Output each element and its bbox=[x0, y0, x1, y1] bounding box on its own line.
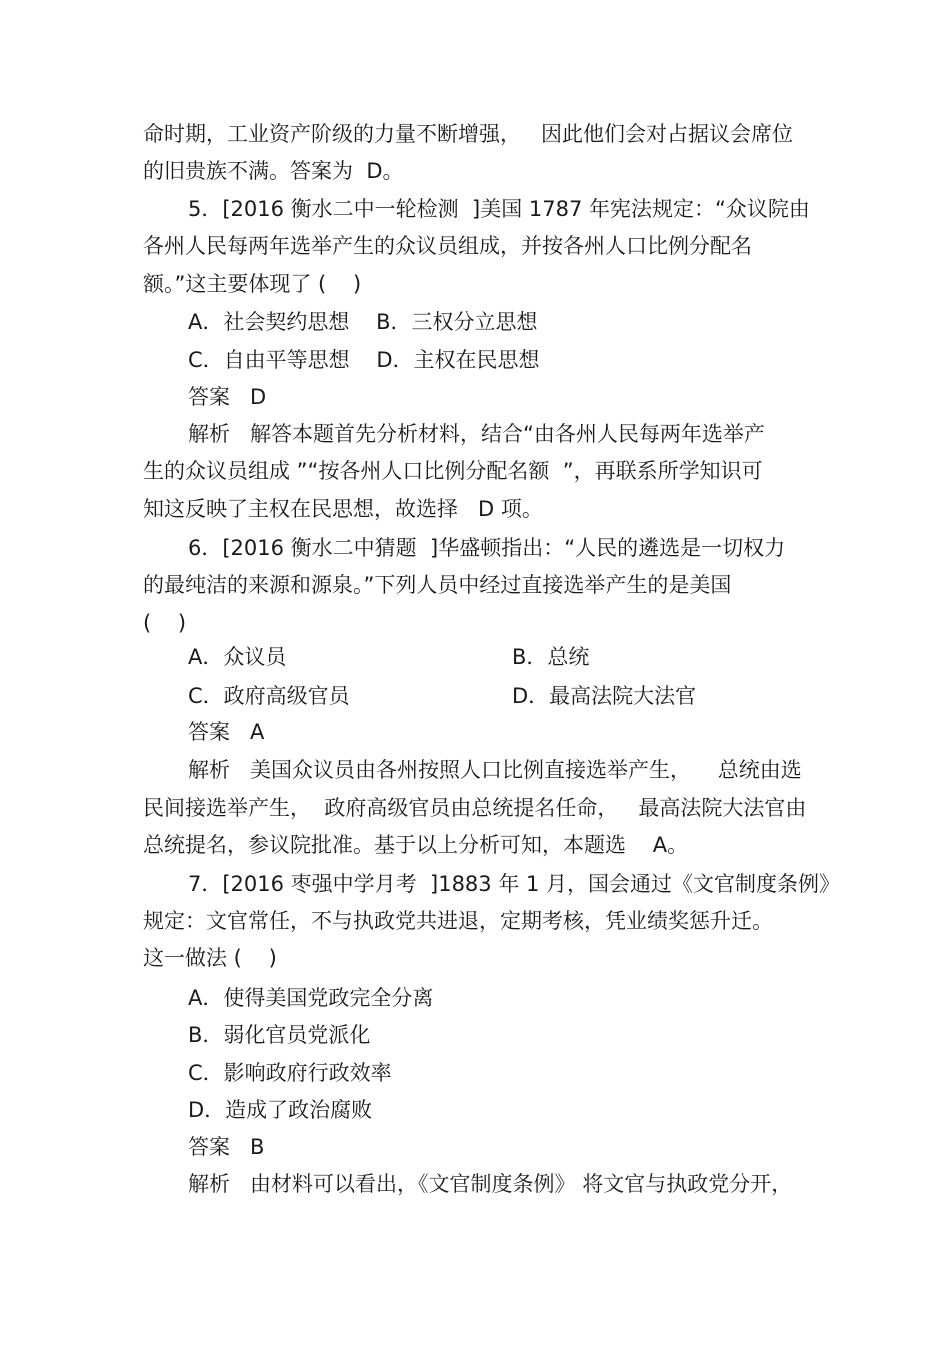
question-6-option-d: D．最高法院大法官 bbox=[512, 684, 697, 708]
question-6-option-c: C．政府高级官员 bbox=[188, 684, 350, 708]
text-line: ( ) bbox=[143, 611, 187, 635]
text-line: 规定：文官常任，不与执政党共进退，定期考核，凭业绩奖惩升迁。 bbox=[143, 909, 773, 933]
question-5-analysis: 解析 解答本题首先分析材料，结合“由各州人民每两年选举产 bbox=[188, 422, 765, 446]
question-7-analysis: 解析 由材料可以看出，《文官制度条例》 将文官与执政党分开， bbox=[188, 1172, 793, 1196]
question-7-answer: 答案 B bbox=[188, 1135, 265, 1159]
text-line: 这一做法 ( ) bbox=[143, 946, 277, 970]
question-5-options-cd: C．自由平等思想 D．主权在民思想 bbox=[188, 348, 540, 372]
text-line: 命时期，工业资产阶级的力量不断增强， 因此他们会对占据议会席位 bbox=[143, 122, 794, 146]
question-6-option-b: B．总统 bbox=[512, 645, 590, 669]
text-line: 知这反映了主权在民思想，故选择 D 项。 bbox=[143, 497, 543, 521]
question-6-answer: 答案 A bbox=[188, 720, 265, 744]
question-5-answer: 答案 D bbox=[188, 385, 267, 409]
question-6-analysis: 解析 美国众议员由各州按照人口比例直接选举产生， 总统由选 bbox=[188, 758, 802, 782]
text-line: 额。”这主要体现了 ( ) bbox=[143, 272, 362, 296]
text-line: 总统提名，参议院批准。基于以上分析可知，本题选 A。 bbox=[143, 833, 689, 857]
question-7-option-a: A．使得美国党政完全分离 bbox=[188, 986, 434, 1010]
question-7-option-b: B．弱化官员党派化 bbox=[188, 1023, 371, 1047]
text-line: 的旧贵族不满。答案为 D。 bbox=[143, 159, 404, 183]
question-5-stem: 5．[2016 衡水二中一轮检测 ]美国 1787 年宪法规定：“众议院由 bbox=[188, 197, 810, 221]
question-7-option-d: D．造成了政治腐败 bbox=[188, 1098, 373, 1122]
question-6-stem: 6．[2016 衡水二中猜题 ]华盛顿指出：“人民的遴选是一切权力 bbox=[188, 536, 786, 560]
question-7-option-c: C．影响政府行政效率 bbox=[188, 1061, 392, 1085]
text-line: 民间接选举产生， 政府高级官员由总统提名任命， 最高法院大法官由 bbox=[143, 796, 807, 820]
question-5-options-ab: A．社会契约思想 B．三权分立思想 bbox=[188, 310, 538, 334]
text-line: 各州人民每两年选举产生的众议员组成，并按各州人口比例分配名 bbox=[143, 234, 752, 258]
question-7-stem: 7．[2016 枣强中学月考 ]1883 年 1 月，国会通过《文官制度条例》 bbox=[188, 872, 841, 896]
question-6-option-a: A．众议员 bbox=[188, 645, 287, 669]
text-line: 生的众议员组成 ”“按各州人口比例分配名额 ”，再联系所学知识可 bbox=[143, 459, 763, 483]
text-line: 的最纯洁的来源和源泉。”下列人员中经过直接选举产生的是美国 bbox=[143, 573, 732, 597]
